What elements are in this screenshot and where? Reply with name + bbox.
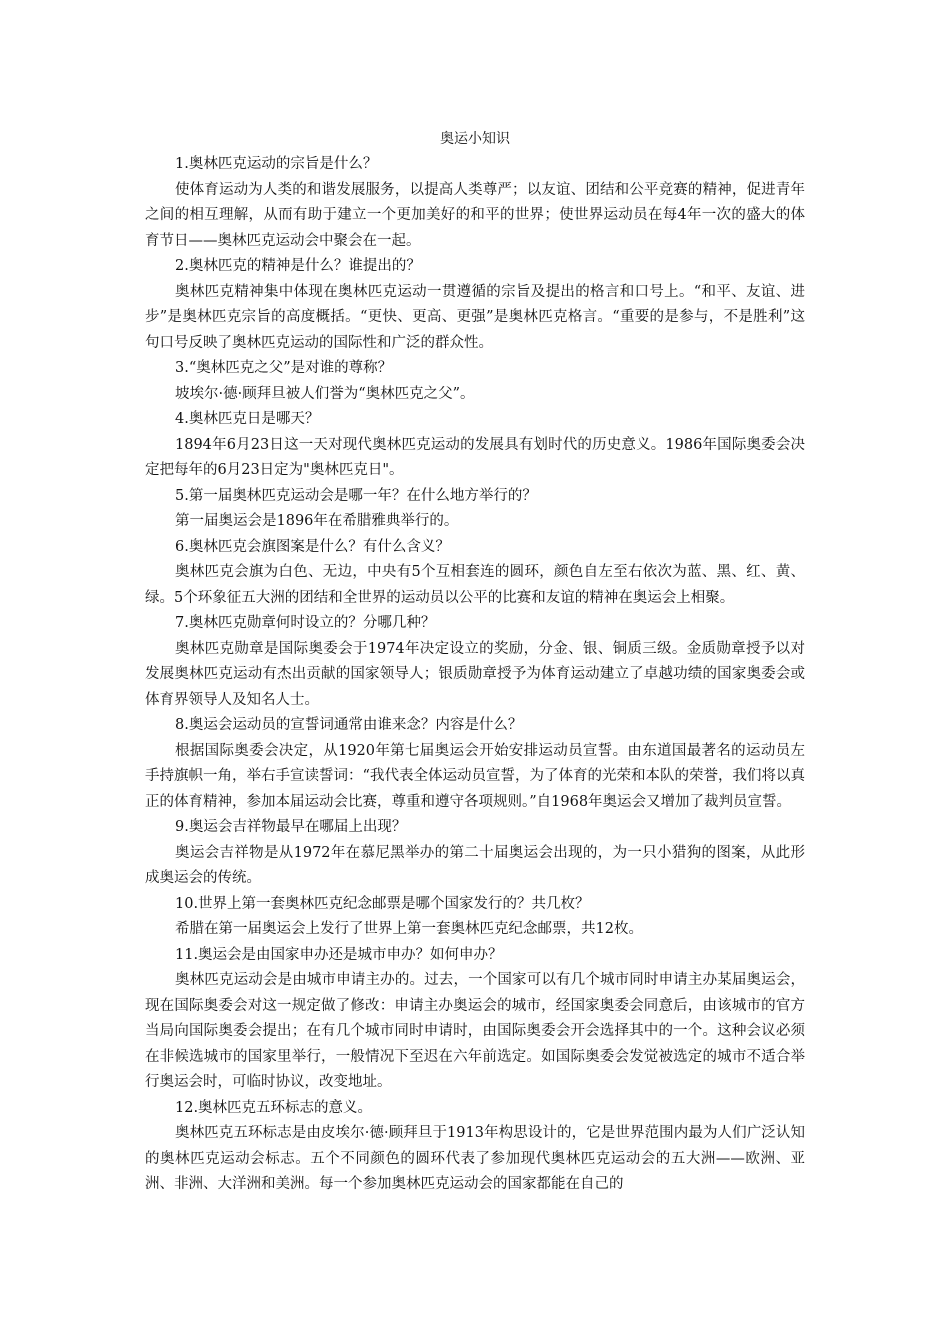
answer-9: 奥运会吉祥物是从1972年在慕尼黑举办的第二十届奥运会出现的，为一只小猎狗的图案，从此形成奥运会的传统。 (145, 844, 805, 886)
answer-7: 奥林匹克勋章是国际奥委会于1974年决定设立的奖励，分金、银、铜质三级。金质勋章授予以对发展奥林匹克运动有杰出贡献的国家领导人；银质勋章授予为体育运动建立了卓越功绩的国家奥委会或体育界领导人及知名人士。 (145, 640, 805, 708)
question-10: 10.世界上第一套奥林匹克纪念邮票是哪个国家发行的？共几枚？ (175, 895, 590, 912)
answer-12: 奥林匹克五环标志是由皮埃尔·德·顾拜旦于1913年构思设计的，它是世界范围内最为人们广泛认知的奥林匹克运动会标志。五个不同颜色的圆环代表了参加现代奥林匹克运动会的五大洲——欧洲、亚洲、非洲、大洋洲和美洲。每一个参加奥林匹克运动会的国家都能在自己的 (145, 1125, 805, 1192)
question-1: 1.奥林匹克运动的宗旨是什么？ (175, 156, 378, 172)
question-5: 5.第一届奥林匹克运动会是哪一年？在什么地方举行的？ (175, 487, 537, 504)
question-4: 4.奥林匹克日是哪天？ (175, 411, 320, 427)
answer-2: 奥林匹克精神集中体现在奥林匹克运动一贯遵循的宗旨及提出的格言和口号上。“和平、友谊、进步”是奥林匹克宗旨的高度概括。“更快、更高、更强”是奥林匹克格言。“重要的是参与，不是胜利”这句口号反映了奥林匹克运动的国际性和广泛的群众性。 (145, 283, 805, 351)
question-3: 3.“奥林匹克之父”是对谁的尊称？ (175, 360, 393, 376)
document-title: 奥运小知识 (440, 131, 510, 147)
answer-1: 使体育运动为人类的和谐发展服务，以提高人类尊严；以友谊、团结和公平竞赛的精神，促进青年之间的相互理解，从而有助于建立一个更加美好的和平的世界；使世界运动员在每4年一次的盛大的体育节日——奥林匹克运动会中聚会在一起。 (145, 181, 805, 249)
question-7: 7.奥林匹克勋章何时设立的？分哪几种？ (175, 615, 436, 631)
question-2: 2.奥林匹克的精神是什么？谁提出的？ (175, 258, 421, 274)
question-11: 11.奥运会是由国家申办还是城市申办？如何申办？ (175, 946, 503, 963)
answer-8: 根据国际奥委会决定，从1920年第七届奥运会开始安排运动员宣誓。由东道国最著名的运动员左手持旗帜一角，举右手宣读誓词：“我代表全体运动员宣誓，为了体育的光荣和本队的荣誉，我们将以真正的体育精神，参加本届运动会比赛，尊重和遵守各项规则。”自1968年奥运会又增加了裁判员宣誓。 (145, 742, 805, 810)
answer-11: 奥林匹克运动会是由城市申请主办的。过去，一个国家可以有几个城市同时申请主办某届奥运会，现在国际奥委会对这一规定做了修改：申请主办奥运会的城市，经国家奥委会同意后，由该城市的官方当局向国际奥委会提出；在有几个城市同时申请时，由国际奥委会开会选择其中的一个。这种会议必须在非候选城市的国家里举行，一般情况下至迟在六年前选定。如国际奥委会发觉被选定的城市不适合举行奥运会时，可临时协议，改变地址。 (145, 972, 805, 1090)
answer-6: 奥林匹克会旗为白色、无边，中央有5个互相套连的圆环，颜色自左至右依次为蓝、黑、红、黄、绿。5个环象征五大洲的团结和全世界的运动员以公平的比赛和友谊的精神在奥运会上相聚。 (145, 564, 805, 606)
answer-4: 1894年6月23日这一天对现代奥林匹克运动的发展具有划时代的历史意义。1986年国际奥委会决定把每年的6月23日定为"奥林匹克日"。 (145, 436, 805, 478)
question-6: 6.奥林匹克会旗图案是什么？有什么含义？ (175, 538, 450, 555)
answer-10: 希腊在第一届奥运会上发行了世界上第一套奥林匹克纪念邮票，共12枚。 (175, 921, 643, 937)
answer-5: 第一届奥运会是1896年在希腊雅典举行的。 (175, 513, 459, 529)
question-9: 9.奥运会吉祥物最早在哪届上出现？ (175, 819, 407, 835)
question-12: 12.奥林匹克五环标志的意义。 (175, 1099, 373, 1116)
answer-3: 坡埃尔·德·顾拜旦被人们誉为“奥林匹克之父”。 (175, 385, 475, 402)
question-8: 8.奥运会运动员的宣誓词通常由谁来念？内容是什么？ (175, 717, 523, 733)
